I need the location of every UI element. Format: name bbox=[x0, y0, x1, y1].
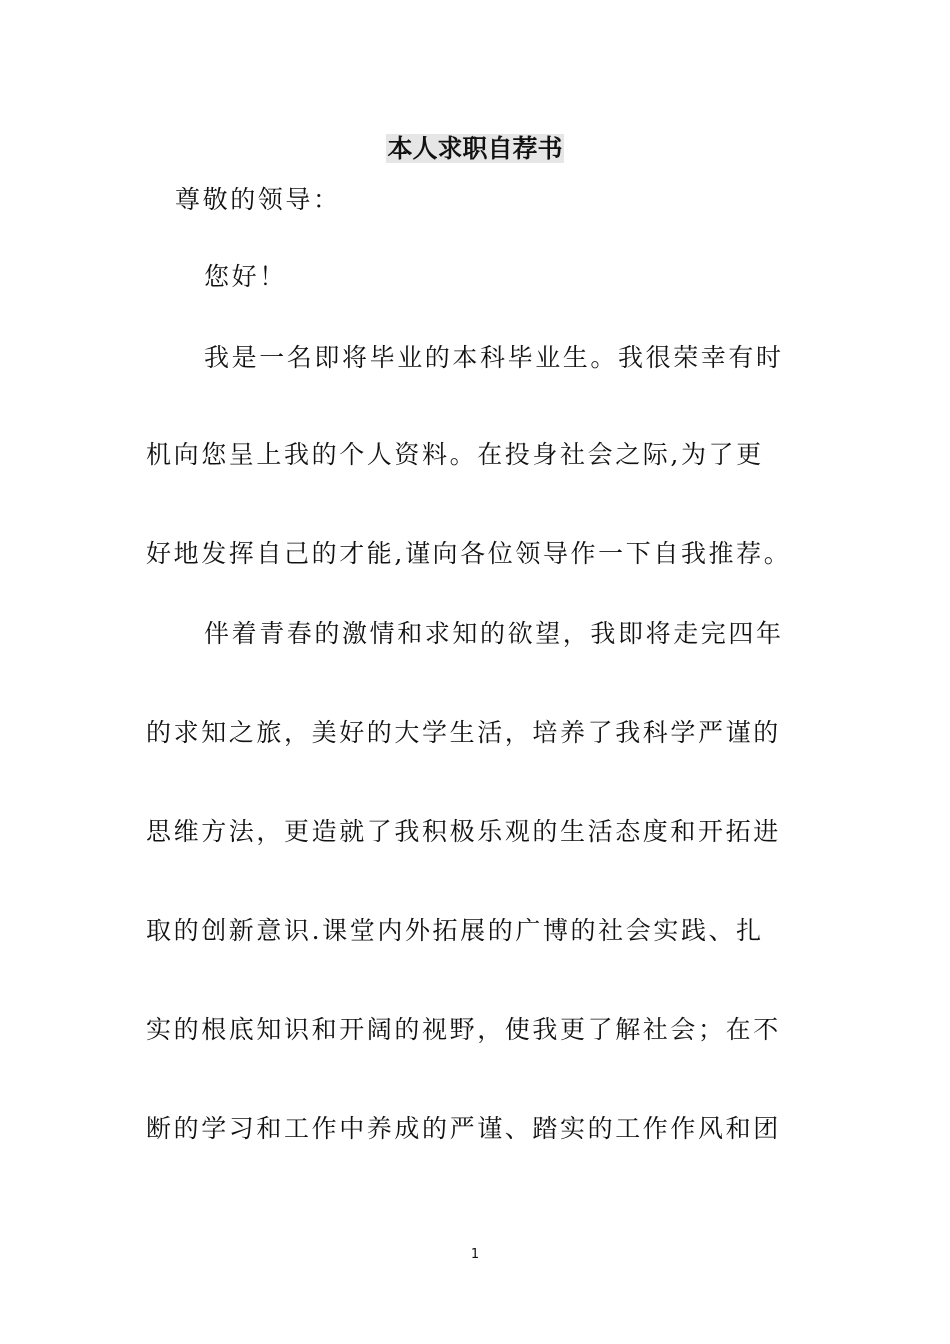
paragraph-1-line-2: 机向您呈上我的个人资料。在投身社会之际,为了更 bbox=[146, 440, 764, 469]
salutation: 尊敬的领导： bbox=[175, 185, 341, 214]
greeting: 您好！ bbox=[204, 262, 287, 291]
page-number: 1 bbox=[470, 1247, 480, 1262]
document-title-text: 本人求职自荐书 bbox=[387, 134, 563, 163]
paragraph-2-line-4: 取的创新意识.课堂内外拓展的广博的社会实践、扎 bbox=[146, 916, 764, 945]
paragraph-1-line-1: 我是一名即将毕业的本科毕业生。我很荣幸有时 bbox=[204, 343, 784, 372]
paragraph-1-line-3: 好地发挥自己的才能,谨向各位领导作一下自我推荐。 bbox=[146, 539, 792, 568]
paragraph-2-line-3: 思维方法，更造就了我积极乐观的生活态度和开拓进 bbox=[146, 817, 781, 846]
document-title bbox=[0, 131, 950, 167]
paragraph-2-line-2: 的求知之旅，美好的大学生活，培养了我科学严谨的 bbox=[146, 718, 781, 747]
paragraph-2-line-5: 实的根底知识和开阔的视野，使我更了解社会；在不 bbox=[146, 1015, 781, 1044]
paragraph-2-line-6: 断的学习和工作中养成的严谨、踏实的工作作风和团 bbox=[146, 1114, 781, 1143]
paragraph-2-line-1: 伴着青春的激情和求知的欲望，我即将走完四年 bbox=[204, 619, 784, 648]
